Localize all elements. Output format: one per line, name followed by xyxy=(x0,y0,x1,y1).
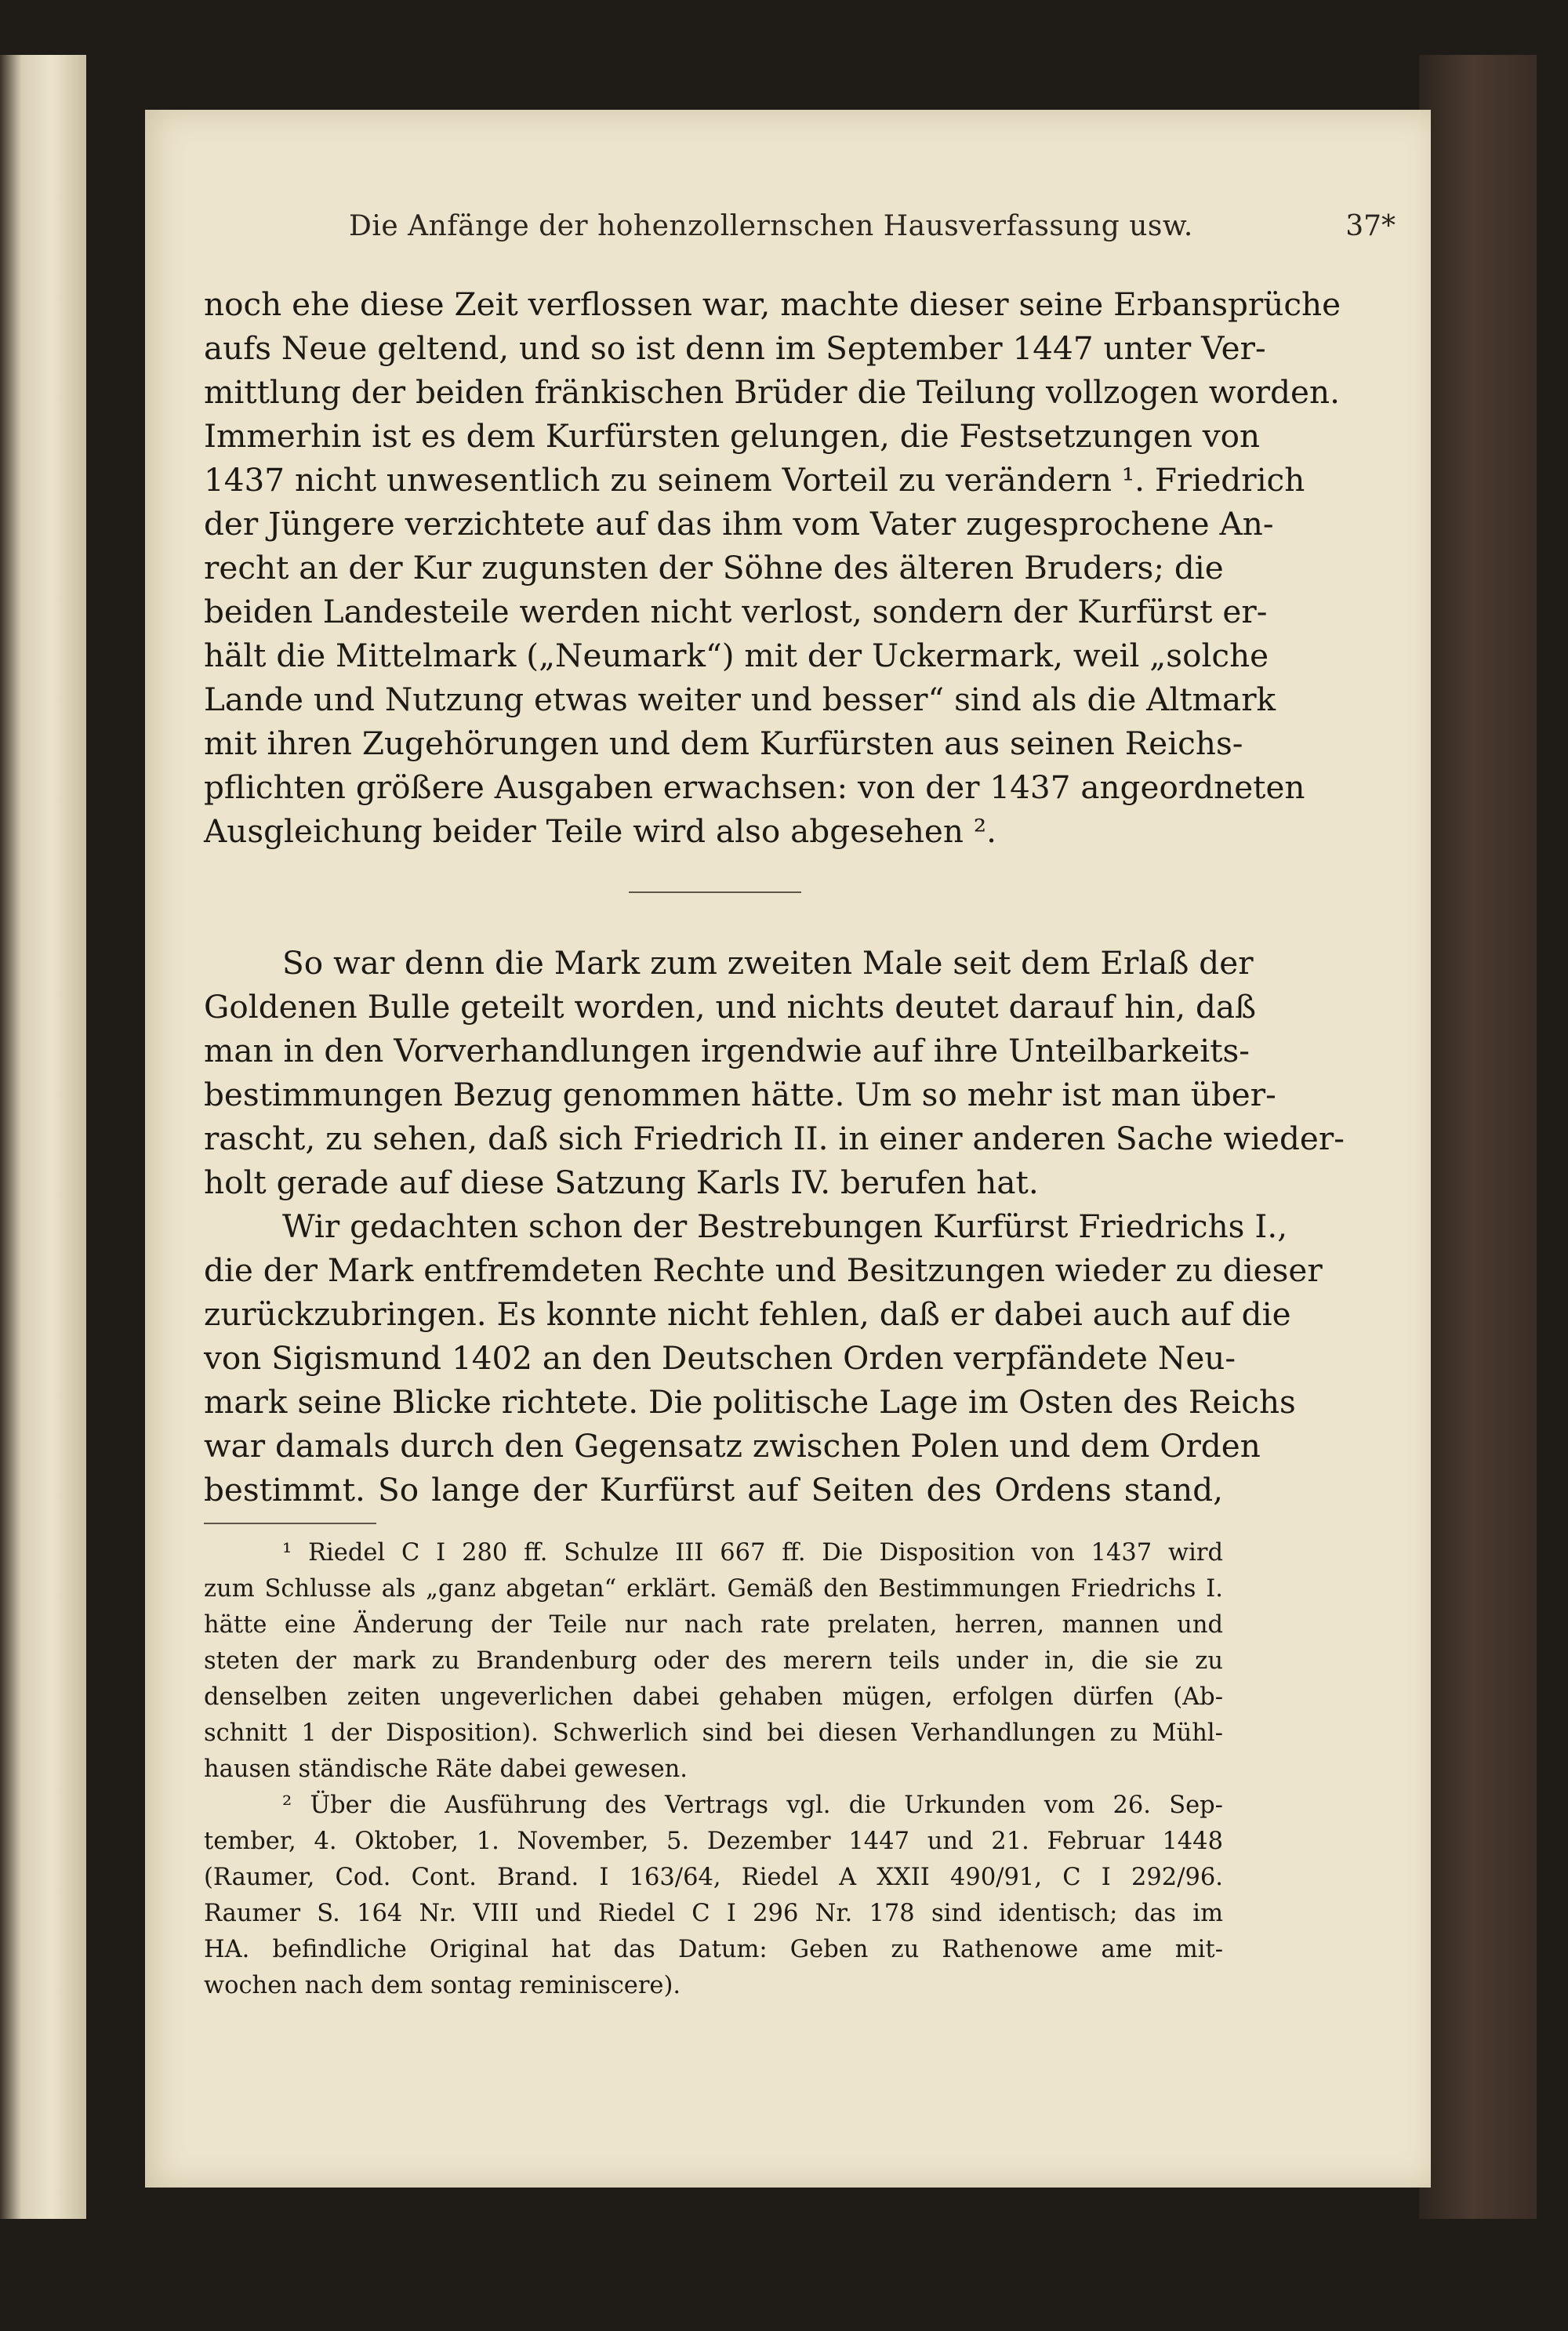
footnote-line: denselben zeiten ungeverlichen dabei gehaben mügen, erfolgen dürfen (Ab- xyxy=(204,1683,1223,1711)
body-text xyxy=(204,282,1345,1512)
footnote-line: ¹ Riedel C I 280 ff. Schulze III 667 ff. Die Disposition von 1437 wird xyxy=(282,1539,1223,1567)
footnote-rule xyxy=(204,1523,376,1524)
text-line: Goldenen Bulle geteilt worden, und nichts deutet darauf hin, daß xyxy=(204,988,1257,1026)
left-page-edge xyxy=(0,55,86,2219)
page-number: 37* xyxy=(1345,210,1396,242)
text-line: holt gerade auf diese Satzung Karls IV. berufen hat. xyxy=(204,1164,1039,1201)
text-line: mark seine Blicke richtete. Die politische Lage im Osten des Reichs xyxy=(204,1383,1296,1421)
text-line: Wir gedachten schon der Bestrebungen Kurfürst Friedrichs I., xyxy=(282,1207,1288,1245)
footnote-line: schnitt 1 der Disposition). Schwerlich sind bei diesen Verhandlungen zu Mühl- xyxy=(204,1719,1223,1747)
text-line: Ausgleichung beider Teile wird also abgesehen ². xyxy=(204,812,996,850)
footnote-line: hausen ständische Räte dabei gewesen. xyxy=(204,1756,688,1783)
footnote-line: Raumer S. 164 Nr. VIII und Riedel C I 296 Nr. 178 sind identisch; das im xyxy=(204,1900,1223,1927)
footnote-line: steten der mark zu Brandenburg oder des merern teils under in, die sie zu xyxy=(204,1647,1223,1675)
text-line: noch ehe diese Zeit verflossen war, machte dieser seine Erbansprüche xyxy=(204,285,1341,323)
section-gap xyxy=(204,853,1223,941)
text-line: pflichten größere Ausgaben erwachsen: von der 1437 angeordneten xyxy=(204,768,1305,806)
text-line: So war denn die Mark zum zweiten Male seit dem Erlaß der xyxy=(282,944,1254,982)
text-line: aufs Neue geltend, und so ist denn im September 1447 unter Ver- xyxy=(204,329,1266,367)
text-line: mittlung der beiden fränkischen Brüder die Teilung vollzogen worden. xyxy=(204,373,1340,411)
book-cover-edge xyxy=(1419,55,1537,2219)
text-line: von Sigismund 1402 an den Deutschen Orden verpfändete Neu- xyxy=(204,1339,1236,1377)
footnotes xyxy=(204,1535,1223,2004)
footnote-2 xyxy=(204,1788,1223,2004)
book-page xyxy=(145,110,1431,2188)
text-line: rascht, zu sehen, daß sich Friedrich II. in einer anderen Sache wieder- xyxy=(204,1120,1345,1157)
text-line: bestimmt. So lange der Kurfürst auf Seiten des Ordens stand, xyxy=(204,1471,1223,1509)
text-line: hält die Mittelmark („Neumark“) mit der Uckermark, weil „solche xyxy=(204,637,1269,674)
running-header xyxy=(259,210,1396,257)
paragraph xyxy=(204,282,1341,853)
text-line: man in den Vorverhandlungen irgendwie auf ihre Unteilbarkeits- xyxy=(204,1032,1250,1069)
text-line: 1437 nicht unwesentlich zu seinem Vorteil zu verändern ¹. Friedrich xyxy=(204,461,1305,499)
text-line: die der Mark entfremdeten Rechte und Besitzungen wieder zu dieser xyxy=(204,1251,1323,1289)
footnote-line: zum Schlusse als „ganz abgetan“ erklärt. Gemäß den Bestimmungen Friedrichs I. xyxy=(204,1575,1223,1603)
footnote-line: ² Über die Ausführung des Vertrags vgl. die Urkunden vom 26. Sep- xyxy=(282,1792,1223,1819)
footnote-line: hätte eine Änderung der Teile nur nach rate prelaten, herren, mannen und xyxy=(204,1611,1223,1639)
text-line: mit ihren Zugehörungen und dem Kurfürsten aus seinen Reichs- xyxy=(204,724,1243,762)
footnote-line: tember, 4. Oktober, 1. November, 5. Dezember 1447 und 21. Februar 1448 xyxy=(204,1828,1223,1855)
text-line: zurückzubringen. Es konnte nicht fehlen, daß er dabei auch auf die xyxy=(204,1295,1291,1333)
paragraph xyxy=(204,941,1345,1204)
paragraph xyxy=(204,1204,1323,1512)
text-line: recht an der Kur zugunsten der Söhne des älteren Bruders; die xyxy=(204,549,1224,586)
text-line: beiden Landesteile werden nicht verlost, sondern der Kurfürst er- xyxy=(204,593,1268,630)
section-divider xyxy=(629,891,801,893)
footnote-line: HA. befindliche Original hat das Datum: Geben zu Rathenowe ame mit- xyxy=(204,1936,1223,1963)
text-line: der Jüngere verzichtete auf das ihm vom Vater zugesprochene An- xyxy=(204,505,1274,543)
text-line: war damals durch den Gegensatz zwischen Polen und dem Orden xyxy=(204,1427,1261,1465)
footnote-line: (Raumer, Cod. Cont. Brand. I 163/64, Riedel A XXII 490/91, C I 292/96. xyxy=(204,1864,1223,1891)
footnote-line: wochen nach dem sontag reminiscere). xyxy=(204,1972,681,1999)
footnote-1 xyxy=(204,1535,1223,1788)
text-line: Immerhin ist es dem Kurfürsten gelungen, die Festsetzungen von xyxy=(204,417,1261,455)
text-line: bestimmungen Bezug genommen hätte. Um so mehr ist man über- xyxy=(204,1076,1276,1113)
running-title: Die Anfänge der hohenzollernschen Hausverfassung usw. xyxy=(349,210,1193,242)
text-line: Lande und Nutzung etwas weiter und besser“ sind als die Altmark xyxy=(204,681,1276,718)
